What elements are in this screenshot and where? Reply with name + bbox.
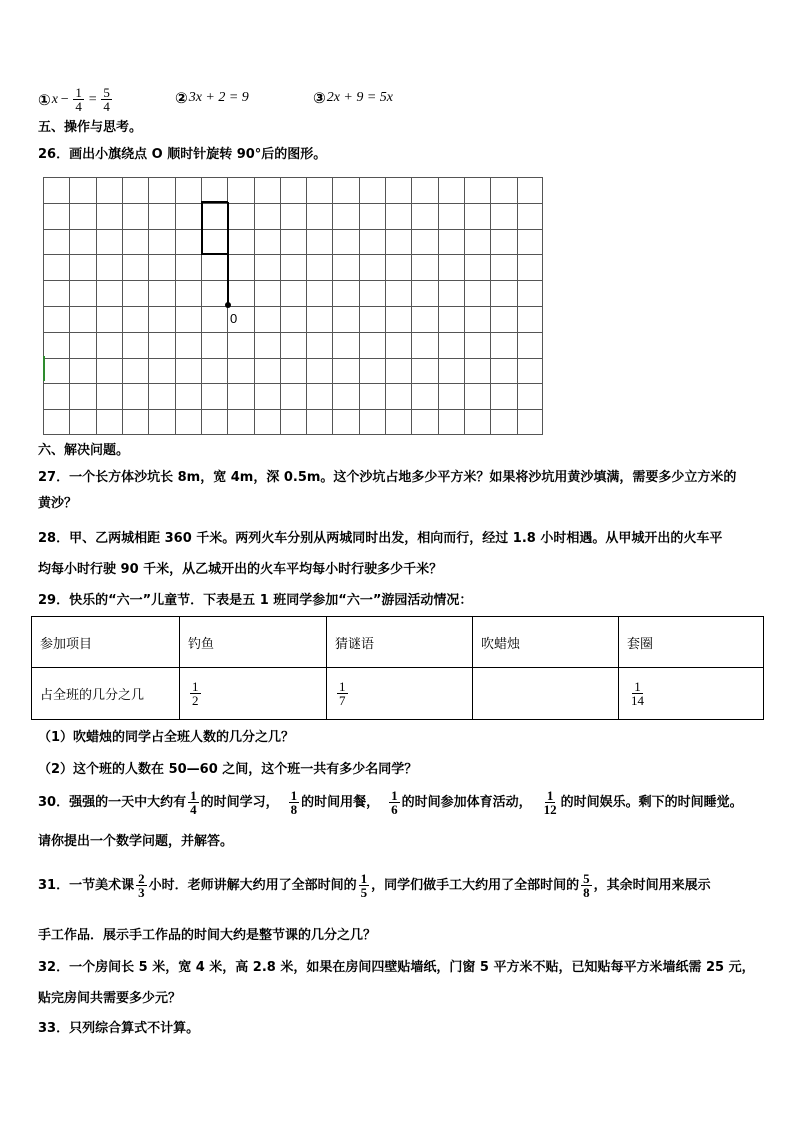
rotation-point-o [225,302,231,308]
section-5-heading: 五、操作与思考。 [38,120,143,135]
grid-lines [43,177,543,435]
question-32-line-1: 32．一个房间长 5 米，宽 4 米，高 2.8 米，如果在房间四壁贴墙纸，门窗 5 平方米不贴，已知贴每平方米墙纸需 25 元， [38,960,755,975]
q31-text-1: 31．一节美术课 [38,877,135,893]
fraction: $\frac{1}{6}$ [391,788,398,817]
flag [202,202,231,308]
question-30-line-2: 请你提出一个数学问题，并解答。 [38,834,234,849]
question-27-line-1: 27．一个长方体沙坑长 8m，宽 4m，深 0.5m。这个沙坑占地多少平方米？如果将沙坑用黄沙填满，需要多少立方米的 [38,470,737,485]
table-header-cell: 套圈 [619,617,764,668]
equation-3 [313,89,393,107]
q31-text-4: ，其余时间用来展示 [593,877,711,893]
question-28-line-1: 28．甲、乙两城相距 360 千米。两列火车分别从两城同时出发，相向而行，经过 1.8 小时相遇。从甲城开出的火车平 [38,531,723,546]
q30-text-3: 的时间用餐， [301,794,380,810]
table-header-cell: 钓鱼 [180,617,327,668]
equation-3-marker: ③ [313,89,326,107]
q31-text-2: 小时．老师讲解大约用了全部时间的 [148,877,357,893]
equation-3-text: 2x + 9 = 5x [326,90,394,105]
equation-1-equals: = [87,91,98,107]
question-31-line-1 [38,872,711,899]
table-header-cell: 吹蜡烛 [473,617,619,668]
equation-2-text: 3x + 2 = 9 [188,90,249,105]
q30-text-2: 的时间学习， [200,794,279,810]
activity-table [31,616,764,720]
rotation-grid [43,177,543,435]
equation-2 [175,89,249,107]
fraction: $\frac{2}{3}$ [138,871,145,900]
table-row-label: 占全班的几分之几 [32,668,180,720]
fraction: $\frac{1}{4}$ [190,788,197,817]
question-32-line-2: 贴完房间共需要多少元？ [38,991,182,1006]
question-33-text: 33．只列综合算式不计算。 [38,1021,200,1036]
table-cell-candles [473,668,619,720]
fraction: $\frac{1}{14}$ [631,679,644,708]
section-6-heading: 六、解决问题。 [38,443,130,458]
question-27-line-2: 黄沙？ [38,496,78,511]
fraction: $\frac{5}{8}$ [583,871,590,900]
table-cell-riddles [327,668,473,720]
q30-text-5: 的时间娱乐。剩下的时间睡觉。 [560,794,743,810]
q30-text-1: 30．强强的一天中大约有 [38,794,187,810]
flag-cloth [202,202,228,254]
table-header-cell: 猜谜语 [327,617,473,668]
question-26-text: 26．画出小旗绕点 O 顺时针旋转 90°后的图形。 [38,147,327,162]
table-header-row [32,617,764,668]
fraction: $\frac{1}{8}$ [290,788,298,817]
question-31-line-2: 手工作品．展示手工作品的时间大约是整节课的几分之几？ [38,928,377,943]
point-o-label: 0 [230,311,238,326]
equation-1-var: x [51,91,58,107]
table-row [32,668,764,720]
q31-text-3: ，同学们做手工大约用了全部时间的 [371,877,580,893]
fraction: $\frac{1}{7}$ [339,679,346,708]
equation-1-minus: − [59,91,70,107]
question-29-sub-2: （2）这个班的人数在 50—60 之间，这个班一共有多少名同学？ [38,762,418,777]
equation-1-fraction-right: $\frac{5}{4}$ [103,85,110,114]
q30-text-4: 的时间参加体育活动， [401,794,532,810]
table-cell-fishing [180,668,327,720]
fraction: $\frac{1}{2}$ [192,679,199,708]
equation-1-marker: ① [38,90,51,109]
table-header-cell: 参加项目 [32,617,180,668]
question-29-intro: 29．快乐的“六一”儿童节．下表是五 1 班同学参加“六一”游园活动情况： [38,593,473,608]
equation-2-marker: ② [175,89,188,107]
equation-1-fraction-left: $\frac{1}{4}$ [75,85,82,114]
fraction: $\frac{1}{12}$ [543,788,557,817]
table-cell-ring-toss [619,668,764,720]
question-29-sub-1: （1）吹蜡烛的同学占全班人数的几分之几？ [38,730,295,745]
question-30-line-1 [38,789,743,816]
grid-svg [43,177,543,435]
fraction: $\frac{1}{5}$ [360,871,368,900]
question-28-line-2: 均每小时行驶 90 千米，从乙城开出的火车平均每小时行驶多少千米？ [38,562,443,577]
equation-1 [38,86,114,113]
